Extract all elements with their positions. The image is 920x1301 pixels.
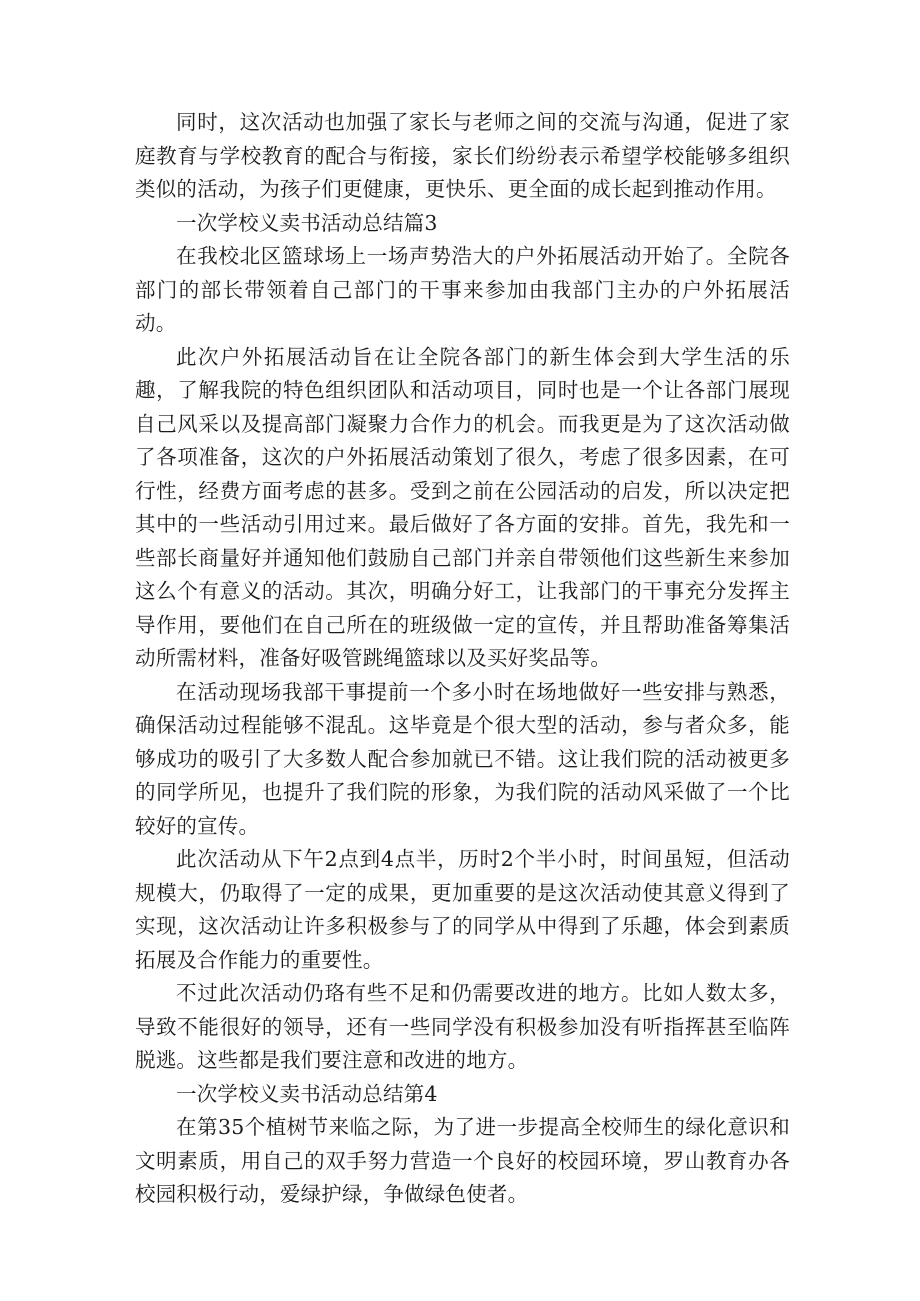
paragraph-parent-communication: 同时，这次活动也加强了家长与老师之间的交流与沟通，促进了家庭教育与学校教育的配合与衔接，家长们纷纷表示希望学校能够多组织类似的活动，为孩子们更健康，更快乐、更全面的成长起到推动作用。 [135, 110, 790, 201]
paragraph-outdoor-activity-start: 在我校北区篮球场上一场声势浩大的户外拓展活动开始了。全院各部门的部长带领着自己部门的干事来参加由我部门主办的户外拓展活动。 [135, 244, 790, 335]
section-heading-4: 一次学校义卖书活动总结第4 [176, 1081, 438, 1106]
paragraph-shortcomings: 不过此次活动仍珞有些不足和仍需要改进的地方。比如人数太多，导致不能很好的领导，还有一些同学没有积极参加没有听指挥甚至临阵脱逃。这些都是我们要注意和改进的地方。 [135, 981, 790, 1072]
document-body [135, 106, 790, 1212]
section-heading-3: 一次学校义卖书活动总结篇3 [176, 210, 438, 235]
paragraph-arbor-day: 在第35个植树节来临之际，为了进一步提高全校师生的绿化意识和文明素质，用自己的双手努力营造一个良好的校园环境，罗山教育办各校园积极行动，爱绿护绿，争做绿色使者。 [135, 1115, 790, 1206]
paragraph-on-site-arrangement: 在活动现场我部干事提前一个多小时在场地做好一些安排与熟悉，确保活动过程能够不混乱。这毕竟是个很大型的活动，参与者众多，能够成功的吸引了大多数人配合参加就已不错。这让我们院的活动被更多的同学所见，也提升了我们院的形象，为我们院的活动风采做了一个比较好的宣传。 [135, 679, 790, 838]
paragraph-activity-results: 此次活动从下午2点到4点半，历时2个半小时，时间虽短，但活动规模大，仍取得了一定的成果，更加重要的是这次活动使其意义得到了实现，这次活动让许多积极参与了的同学从中得到了乐趣，体会到素质拓展及合作能力的重要性。 [135, 847, 790, 972]
paragraph-activity-purpose: 此次户外拓展活动旨在让全院各部门的新生体会到大学生活的乐趣，了解我院的特色组织团队和活动项目，同时也是一个让各部门展现自己风采以及提高部门凝聚力合作力的机会。而我更是为了这次活动做了各项准备，这次的户外拓展活动策划了很久，考虑了很多因素，在可行性，经费方面考虑的甚多。受到之前在公园活动的启发，所以决定把其中的一些活动引用过来。最后做好了各方面的安排。首先，我先和一些部长商量好并通知他们鼓励自己部门并亲自带领他们这些新生来参加这么个有意义的活动。其次，明确分好工，让我部门的干事充分发挥主导作用，要他们在自己所在的班级做一定的宣传，并且帮助准备筹集活动所需材料，准备好吸管跳绳篮球以及买好奖品等。 [135, 344, 790, 670]
